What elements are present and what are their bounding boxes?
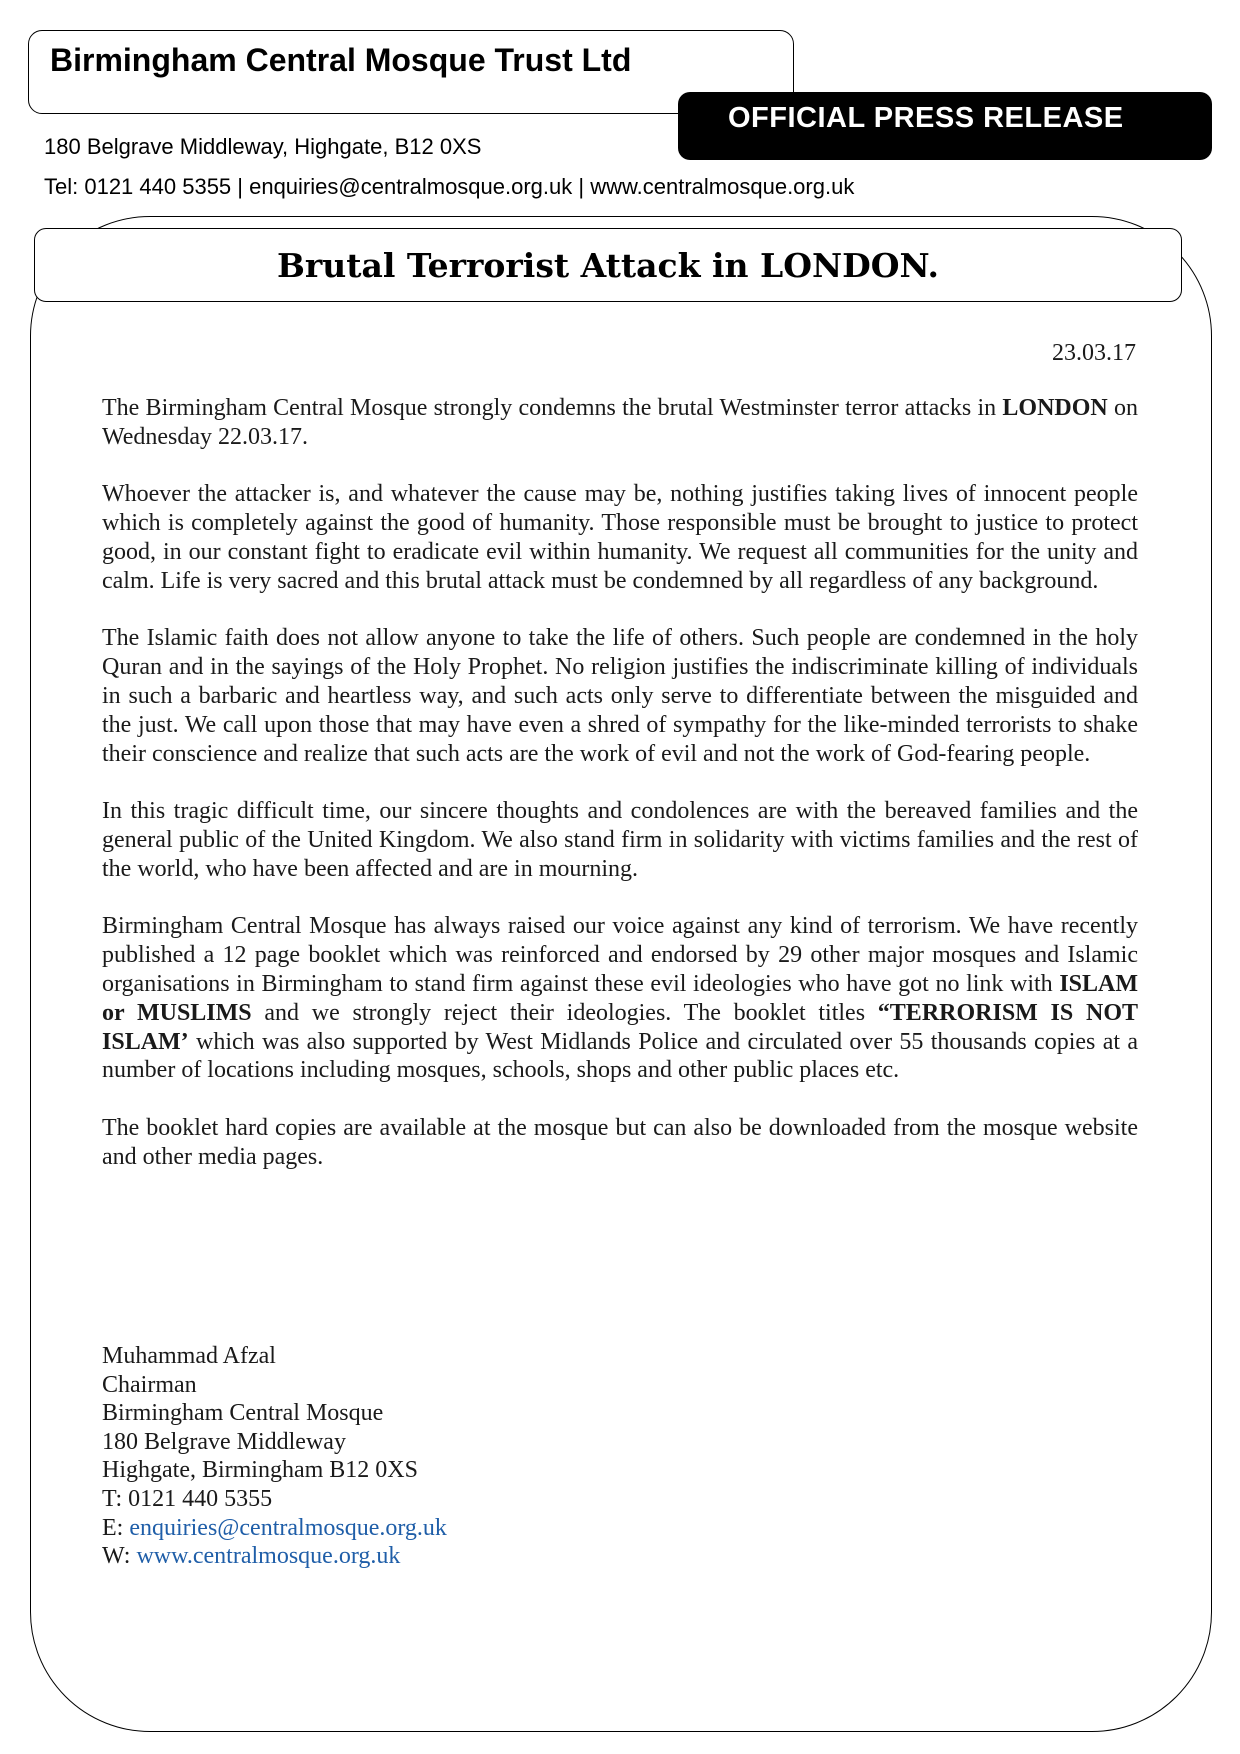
signatory-role: Chairman [102,1371,197,1398]
website-link[interactable]: www.centralmosque.org.uk [136,1543,401,1570]
page-title: Brutal Terrorist Attack in LONDON. [276,245,940,285]
signatory-web-line: W: www.centralmosque.org.uk [102,1543,401,1570]
signatory-name: Muhammad Afzal [102,1343,276,1369]
title-box [34,228,1182,302]
signatory-tel: T: 0121 440 5355 [102,1485,273,1512]
release-body [102,394,1138,1200]
paragraph-1: The Birmingham Central Mosque strongly condemns the brutal Westminster terror attacks in LONDON on Wednesday 22.03.17. [102,395,1138,450]
email-link[interactable]: enquiries@centralmosque.org.uk [129,1514,447,1541]
paragraph-4: In this tragic difficult time, our sincere thoughts and condolences are with the bereaved families and the general public of the United Kingdom. We also stand firm in solidarity with victims families and the rest of the world, who have been affected and are in mourning. [102,798,1138,882]
paragraph-2: Whoever the attacker is, and whatever the cause may be, nothing justifies taking lives of innocent people which is completely against the good of humanity. Those responsible must be brought to justice to protect good, in our constant fight to eradicate evil within humanity. We request all communities for the unity and calm. Life is very sacred and this brutal attack must be condemned by all regardless of any background. [102,481,1138,594]
paragraph-5: Birmingham Central Mosque has always raised our voice against any kind of terrorism. We have recently published a 12 page booklet which was reinforced and endorsed by 29 other major mosques and Islamic organisations in Birmingham to stand firm against these evil ideologies who have got no link with ISLAM or MUSLIMS and we strongly reject their ideologies. The booklet titles “TERRORISM IS NOT ISLAM’ which was also supported by West Midlands Police and circulated over 55 thousands copies at a number of locations including mosques, schools, shops and other public places etc. [102,913,1138,1084]
paragraph-6: The booklet hard copies are available at the mosque but can also be downloaded from the mosque website and other media pages. [102,1114,1138,1170]
org-contact-line: Tel: 0121 440 5355 | enquiries@centralmosque.org.uk | www.centralmosque.org.uk [44,174,855,199]
signatory-address-2: Highgate, Birmingham B12 0XS [102,1457,418,1484]
release-date: 23.03.17 [1052,340,1136,366]
paragraph-3: The Islamic faith does not allow anyone to take the life of others. Such people are condemned in the holy Quran and in the sayings of the Holy Prophet. No religion justifies the indiscriminate killing of individuals in such a barbaric and heartless way, and such acts only serve to differentiate between the misguided and the just. We call upon those that may have even a shred of sympathy for the like-minded terrorists to shake their conscience and realize that such acts are the work of evil and not the work of God-fearing people. [102,625,1138,767]
signatory-org: Birmingham Central Mosque [102,1400,384,1427]
signature-block [102,1342,447,1571]
press-release-label: OFFICIAL PRESS RELEASE [728,102,1124,134]
org-name: Birmingham Central Mosque Trust Ltd [50,42,632,78]
signatory-address-1: 180 Belgrave Middleway [102,1428,346,1455]
org-address: 180 Belgrave Middleway, Highgate, B12 0XS [44,134,482,159]
signatory-email-line: E: enquiries@centralmosque.org.uk [102,1514,447,1541]
